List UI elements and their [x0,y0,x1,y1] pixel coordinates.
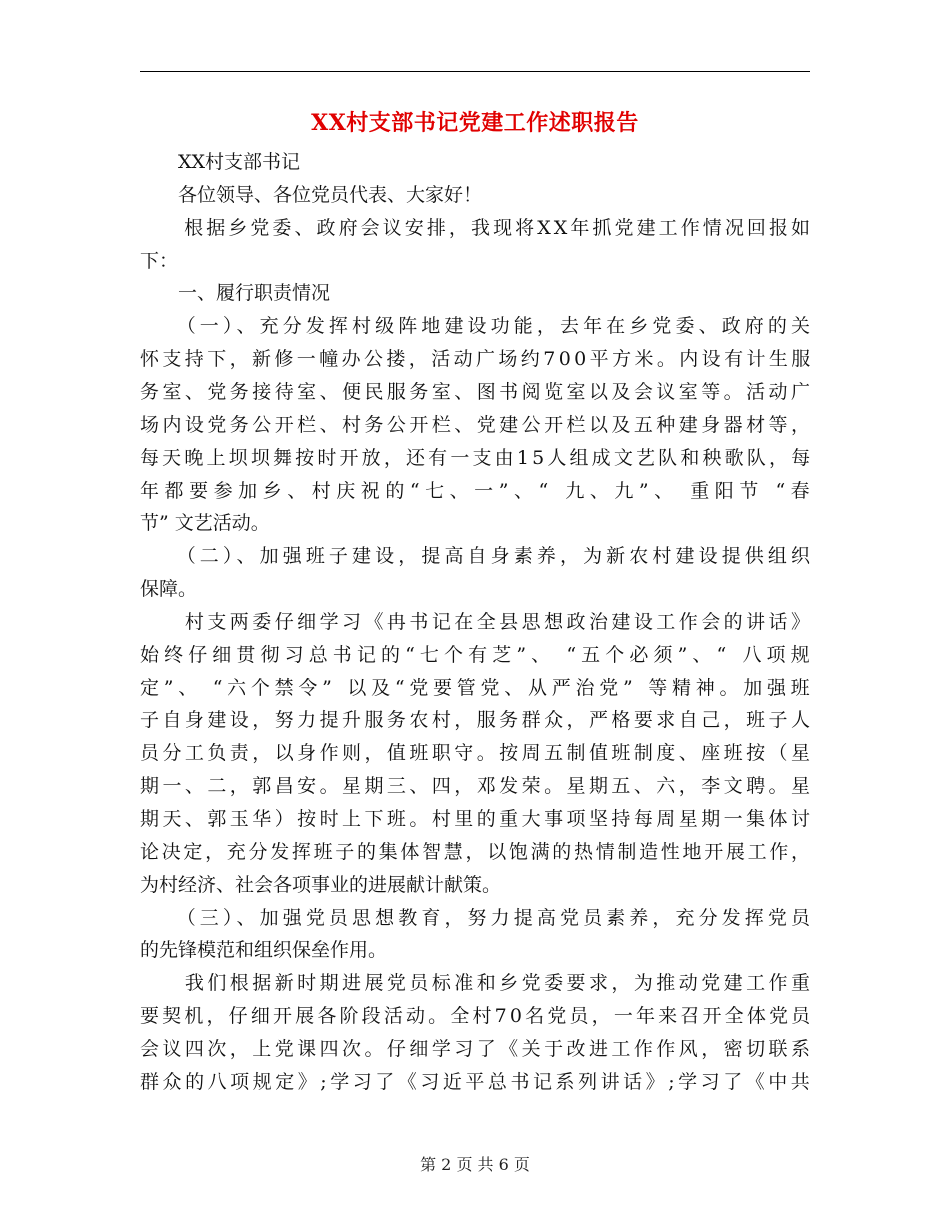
body-text-line: 定”、 “六个禁令” 以及“党要管党、从严治党” 等精神。加强班 [140,676,815,699]
body-text-line: （三）、加强党员思想教育，努力提高党员素养，充分发挥党员 [140,906,815,929]
body-text-line: 我们根据新时期进展党员标准和乡党委要求，为推动党建工作重 [140,972,814,995]
body-text-line: 务室、党务接待室、便民服务室、图书阅览室以及会议室等。活动广 [140,380,814,403]
body-text-line: 的先锋模范和组织保垒作用。 [140,939,388,962]
body-text-line: 期天、郭玉华）按时上下班。村里的重大事项坚持每周星期一集体讨 [140,808,814,830]
body-text-line: 子自身建设，努力提升服务农村，服务群众，严格要求自己，班子人 [140,709,814,732]
body-text-line: 期一、二，郭昌安。星期三、四，邓发荣。星期五、六，李文聘。星 [140,775,814,798]
page-number-footer: 第 2 页 共 6 页 [420,1155,530,1174]
body-text-line: 下： [140,249,179,272]
body-text-line: 论决定，充分发挥班子的集体智慧，以饱满的热情制造性地开展工作， [140,840,813,863]
body-text-line: 村支两委仔细学习《冉书记在全县思想政治建设工作会的讲话》 [140,610,814,633]
body-text-line: （二）、加强班子建设，提高自身素养，为新农村建设提供组织 [140,545,815,568]
body-text-line: 要契机，仔细开展各阶段活动。全村70名党员，一年来召开全体党员 [140,1005,814,1028]
header-rule [140,71,810,72]
document-title: XX村支部书记党建工作述职报告 [311,110,639,136]
body-text-line: 节” 文艺活动。 [140,512,270,535]
body-text-line: 场内设党务公开栏、村务公开栏、党建公开栏以及五种建身器材等， [140,413,814,436]
body-text-line: 员分工负责，以身作则，值班职守。按周五制值班制度、座班按（星 [140,742,814,765]
body-text-line: 群众的八项规定》;学习了《习近平总书记系列讲话》;学习了《中共 [140,1070,814,1093]
body-text-line: 始终仔细贯彻习总书记的“七个有芝”、 “五个必须”、“ 八项规 [140,643,815,666]
body-text-line: 各位领导、各位党员代表、大家好！ [140,183,483,206]
body-text-line: 根据乡党委、政府会议安排，我现将XX年抓党建工作情况回报如 [140,216,814,239]
body-text-line: 会议四次，上党课四次。仔细学习了《关于改进工作作风，密切联系 [140,1037,814,1060]
body-text-line: 每天晚上坝坝舞按时开放，还有一支由15人组成文艺队和秧歌队，每 [140,446,814,469]
body-text-line: 年都要参加乡、村庆祝的“七、一”、“ 九、九”、 重阳节 “春 [140,479,816,502]
body-text-line: 保障。 [140,578,198,601]
body-text-line: 怀支持下，新修一幢办公搂，活动广场约700平方米。内设有计生服 [140,348,814,371]
body-text-line: 为村经济、社会各项事业的进展献计献策。 [140,873,502,896]
body-text-line: （一）、充分发挥村级阵地建设功能，去年在乡党委、政府的关 [140,315,815,338]
body-text-line: XX村支部书记 [140,151,301,173]
body-text-line: 一、履行职责情况 [140,282,331,305]
